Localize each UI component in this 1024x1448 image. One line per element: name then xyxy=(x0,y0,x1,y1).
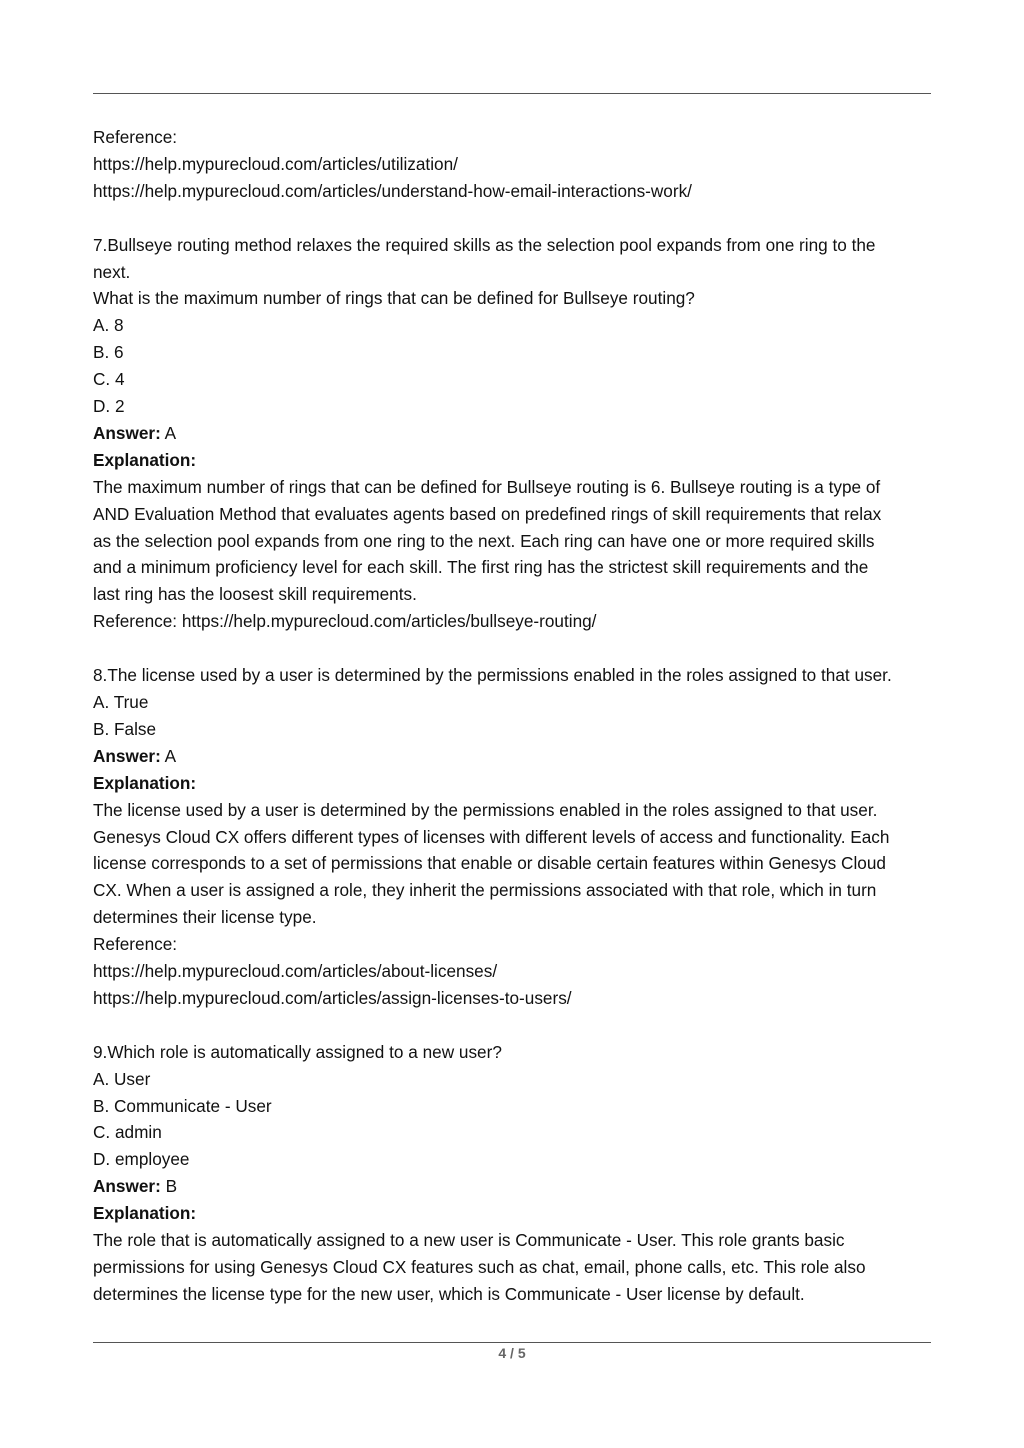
explanation-label: Explanation: xyxy=(93,772,197,793)
answer-line xyxy=(93,1173,938,1200)
explanation-text: and a minimum proficiency level for each skill. The first ring has the strictest skill requirements and the xyxy=(93,557,869,578)
question-stem: next. xyxy=(93,261,131,282)
explanation-text: CX. When a user is assigned a role, they inherit the permissions associated with that role, which in turn xyxy=(93,880,877,901)
option-a: A. True xyxy=(93,692,149,712)
page-number: 4 / 5 xyxy=(498,1345,526,1361)
reference-label: Reference: xyxy=(93,934,178,955)
explanation-label: Explanation: xyxy=(93,449,197,470)
reference-link[interactable]: https://help.mypurecloud.com/articles/understand-how-email-interactions-work/ xyxy=(93,180,692,201)
footer-divider xyxy=(93,1342,931,1343)
page-content xyxy=(93,124,938,1308)
reference-link[interactable]: https://help.mypurecloud.com/articles/about-licenses/ xyxy=(93,961,498,982)
explanation-text: AND Evaluation Method that evaluates agents based on predefined rings of skill requirements that relax xyxy=(93,503,882,524)
explanation-label: Explanation: xyxy=(93,1203,197,1224)
option-a: A. User xyxy=(93,1068,151,1089)
answer-line xyxy=(93,420,938,447)
answer-label: Answer: xyxy=(93,745,161,766)
reference-link[interactable]: Reference: https://help.mypurecloud.com/articles/bullseye-routing/ xyxy=(93,611,597,632)
explanation-text: determines their license type. xyxy=(93,907,317,928)
question-8 xyxy=(93,662,938,1012)
explanation-text: Genesys Cloud CX offers different types of licenses with different levels of access and functionality. Each xyxy=(93,826,890,847)
option-c: C. admin xyxy=(93,1122,162,1143)
reference-link[interactable]: https://help.mypurecloud.com/articles/utilization/ xyxy=(93,153,458,174)
option-d: D. 2 xyxy=(93,396,125,417)
question-stem: What is the maximum number of rings that can be defined for Bullseye routing? xyxy=(93,288,695,309)
top-reference-block xyxy=(93,124,938,205)
option-b: B. False xyxy=(93,718,157,739)
reference-link[interactable]: https://help.mypurecloud.com/articles/assign-licenses-to-users/ xyxy=(93,987,572,1008)
explanation-text: permissions for using Genesys Cloud CX features such as chat, email, phone calls, etc. This role also xyxy=(93,1257,866,1278)
answer-value: A xyxy=(160,745,177,766)
spacer xyxy=(93,205,938,232)
explanation-text: The role that is automatically assigned to a new user is Communicate - User. This role grants basic xyxy=(93,1230,845,1251)
explanation-text: The license used by a user is determined by the permissions enabled in the roles assigned to that user. xyxy=(93,799,878,820)
answer-label: Answer: xyxy=(93,422,161,443)
option-d: D. employee xyxy=(93,1149,190,1170)
reference-label: Reference: xyxy=(93,127,178,147)
question-7 xyxy=(93,232,938,636)
spacer xyxy=(93,1012,938,1039)
explanation-text: license corresponds to a set of permissions that enable or disable certain features within Genesys Cloud xyxy=(93,853,886,874)
option-b: B. 6 xyxy=(93,342,124,363)
question-9 xyxy=(93,1039,938,1308)
explanation-text: determines the license type for the new user, which is Communicate - User license by default. xyxy=(93,1283,805,1304)
question-stem: 7.Bullseye routing method relaxes the required skills as the selection pool expands from one ring to the xyxy=(93,234,876,255)
explanation-text: The maximum number of rings that can be defined for Bullseye routing is 6. Bullseye routing is a type of xyxy=(93,476,881,497)
answer-label: Answer: xyxy=(93,1176,161,1197)
option-a: A. 8 xyxy=(93,315,124,336)
explanation-text: last ring has the loosest skill requirements. xyxy=(93,584,417,605)
option-c: C. 4 xyxy=(93,369,125,390)
answer-value: A xyxy=(160,422,177,443)
spacer xyxy=(93,635,938,662)
question-stem: 8.The license used by a user is determined by the permissions enabled in the roles assigned to that user. xyxy=(93,665,892,686)
question-stem: 9.Which role is automatically assigned to a new user? xyxy=(93,1041,502,1062)
explanation-text: as the selection pool expands from one ring to the next. Each ring can have one or more required skills xyxy=(93,530,875,551)
option-b: B. Communicate - User xyxy=(93,1095,272,1116)
answer-value: B xyxy=(160,1176,178,1197)
answer-line xyxy=(93,743,938,770)
header-divider xyxy=(93,93,931,94)
